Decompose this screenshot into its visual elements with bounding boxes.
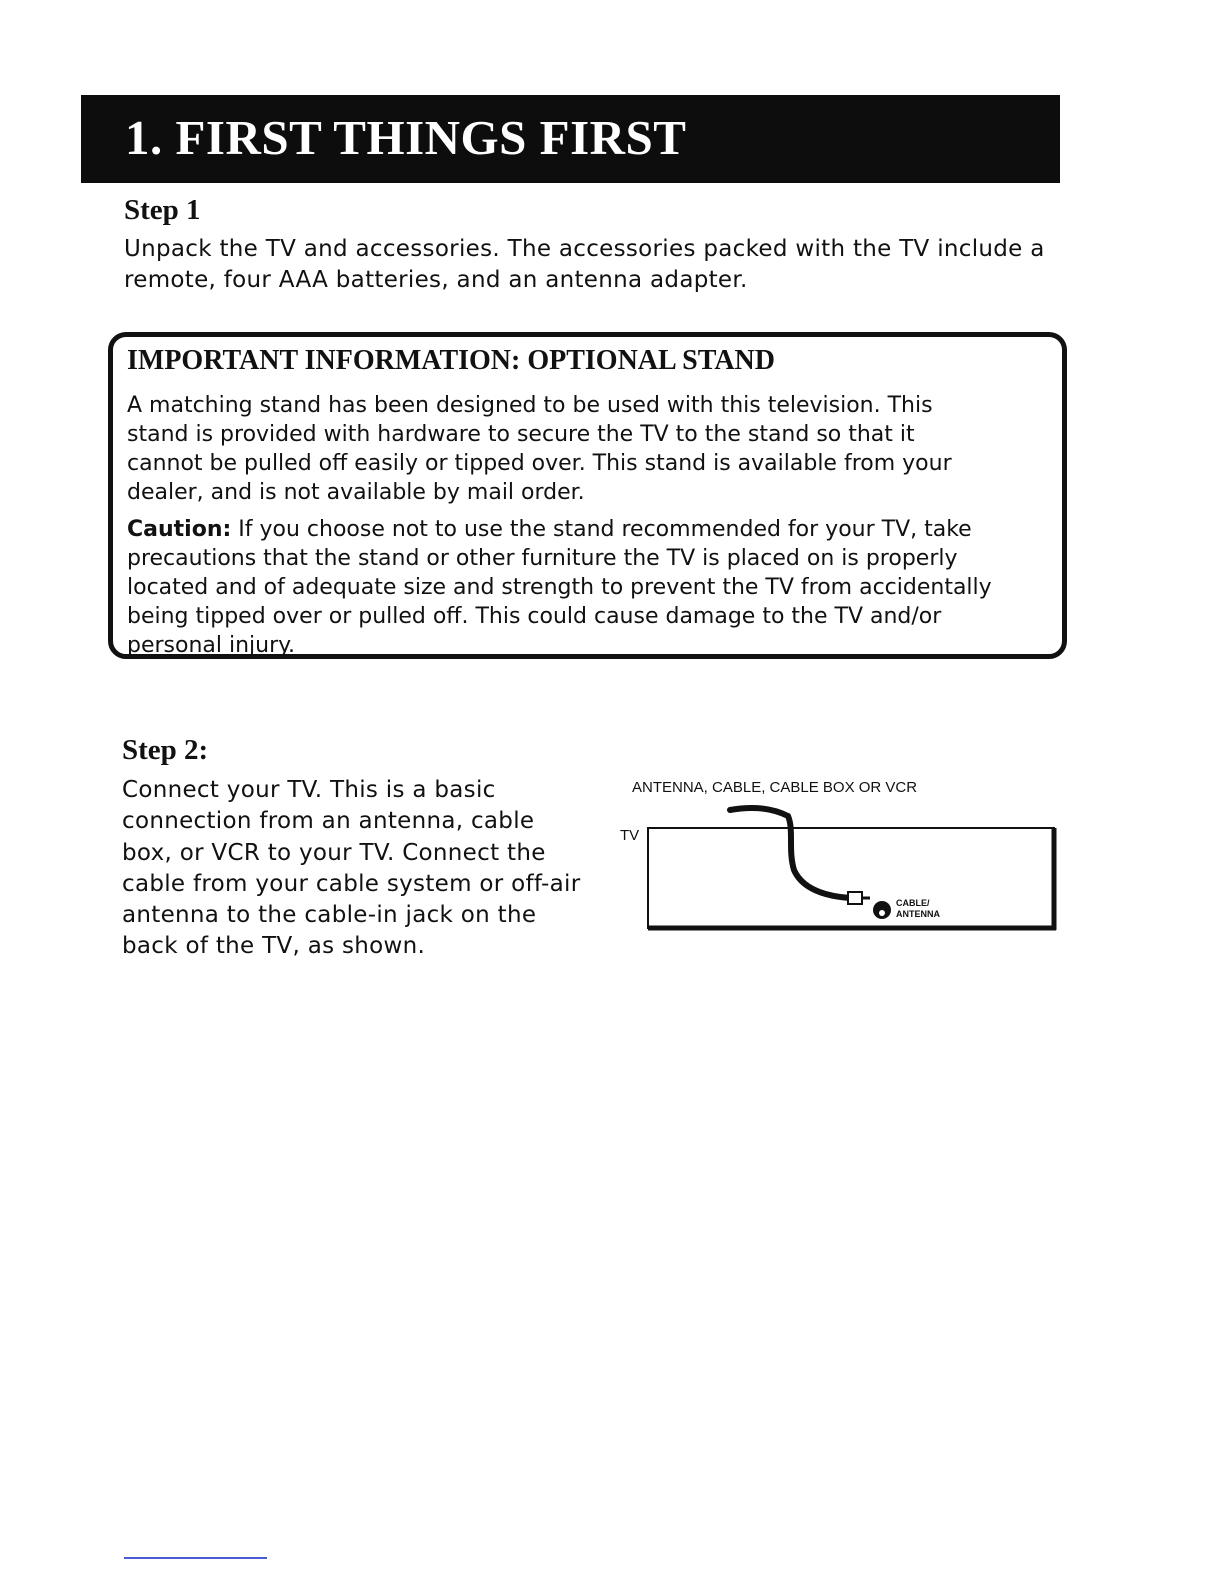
caution-line: located and of adequate size and strength to prevent the TV from accidentally [127, 575, 992, 600]
caution-line: personal injury. [127, 633, 296, 658]
section-header-bar [81, 95, 1060, 183]
caution-line: precautions that the stand or other furniture the TV is placed on is properly [127, 546, 958, 571]
important-info-box [108, 332, 1067, 659]
caution-label: Caution: [127, 517, 232, 542]
connection-diagram [612, 770, 1072, 950]
important-info-line: A matching stand has been designed to be used with this television. This [127, 393, 933, 418]
diagram-tv-label: TV [620, 827, 640, 844]
caution-line [127, 515, 1067, 544]
step-2-line: box, or VCR to your TV. Connect the [122, 840, 546, 866]
important-info-line: stand is provided with hardware to secure the TV to the stand so that it [127, 422, 915, 447]
step-2-line: cable from your cable system or off-air [122, 871, 581, 897]
section-title: 1. FIRST THINGS FIRST [125, 110, 687, 165]
diagram-source-label: ANTENNA, CABLE, CABLE BOX OR VCR [632, 779, 918, 796]
step-1-line: Unpack the TV and accessories. The accessories packed with the TV include a [124, 236, 1045, 262]
tv-back-panel [648, 828, 1054, 928]
jack-label-line2: ANTENNA [896, 909, 940, 919]
step-2-line: connection from an antenna, cable [122, 808, 535, 834]
step-2-line: antenna to the cable-in jack on the [122, 902, 537, 928]
step-2-heading: Step 2: [122, 734, 209, 766]
coax-cable [730, 808, 850, 898]
important-info-title: IMPORTANT INFORMATION: OPTIONAL STAND [127, 345, 775, 376]
important-info-line: cannot be pulled off easily or tipped over. This stand is available from your [127, 451, 952, 476]
cable-antenna-jack-center [879, 910, 885, 916]
coax-connector [848, 892, 862, 904]
step-2-line: Connect your TV. This is a basic [122, 777, 496, 803]
footer-rule [124, 1557, 267, 1559]
caution-text: If you choose not to use the stand recommended for your TV, take [231, 517, 972, 542]
jack-label-line1: CABLE/ [896, 898, 930, 908]
connection-diagram-svg [612, 770, 1072, 950]
step-1-heading: Step 1 [124, 194, 201, 226]
step-2-line: back of the TV, as shown. [122, 933, 426, 959]
caution-line: being tipped over or pulled off. This could cause damage to the TV and/or [127, 604, 942, 629]
step-1-line: remote, four AAA batteries, and an antenna adapter. [124, 267, 748, 293]
important-info-line: dealer, and is not available by mail order. [127, 480, 585, 505]
